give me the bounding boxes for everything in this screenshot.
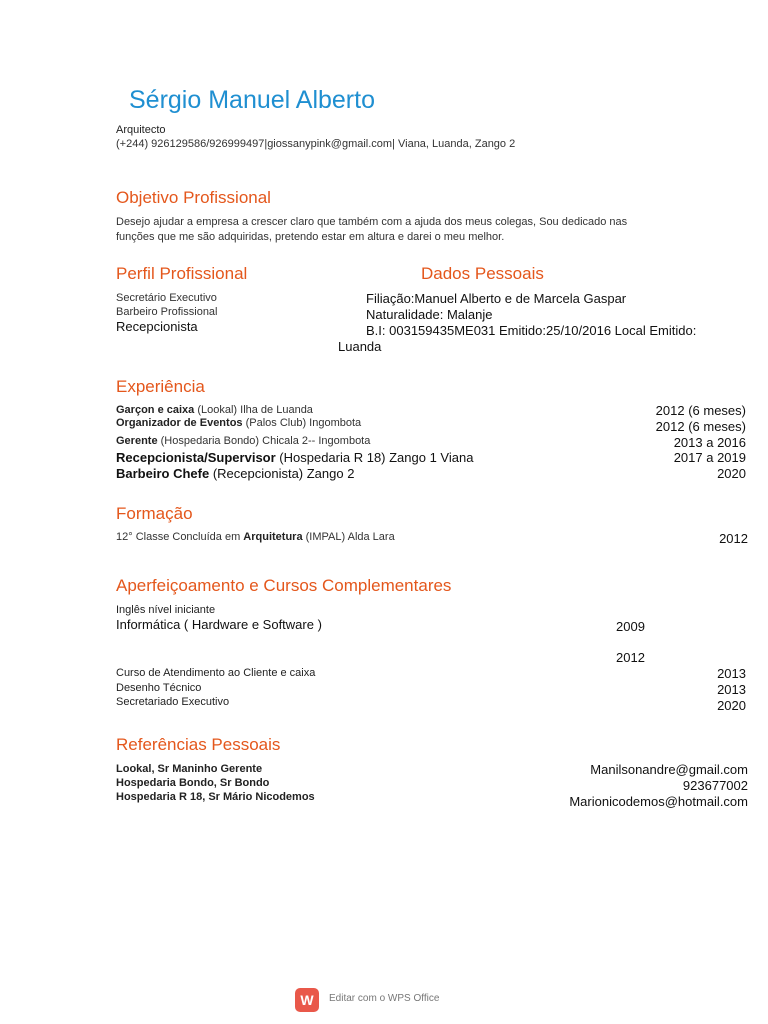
course-item: Curso de Atendimento ao Cliente e caixa	[116, 667, 316, 679]
naturalidade-value: : Malanje	[439, 307, 493, 322]
reference-contact: 923677002	[682, 778, 748, 793]
education-course: Arquitetura	[243, 531, 303, 543]
reference-item: Hospedaria Bondo, Sr Bondo	[116, 777, 270, 789]
course-year: 2013	[717, 682, 746, 697]
filiacao-label: Filiação	[366, 291, 411, 306]
experience-item	[116, 450, 473, 465]
course-item: Inglês nível iniciante	[116, 604, 216, 616]
filiacao-value: :Manuel Alberto e de Marcela Gaspar	[410, 291, 627, 306]
section-title-objective: Objetivo Profissional	[116, 188, 271, 207]
education-item	[116, 531, 395, 543]
course-year: 2009	[616, 619, 645, 634]
experience-period: 2017 a 2019	[673, 450, 746, 465]
experience-item	[116, 404, 313, 416]
education-suffix: (IMPAL) Alda Lara	[302, 531, 395, 543]
profile-item: Recepcionista	[116, 319, 198, 334]
section-title-courses: Aperfeiçoamento e Cursos Complementares	[116, 576, 452, 595]
experience-role: Gerente	[116, 435, 158, 447]
course-item: Secretariado Executivo	[116, 696, 230, 708]
candidate-name: Sérgio Manuel Alberto	[129, 86, 375, 114]
experience-period: 2012 (6 meses)	[655, 419, 746, 434]
experience-role: Garçon e caixa	[116, 404, 195, 416]
local-label: Local Emitido:	[614, 323, 697, 338]
emitido-label: Emitido	[499, 323, 543, 338]
education-prefix: 12° Classe Concluída em	[116, 531, 244, 543]
course-year: 2012	[616, 650, 645, 665]
education-year: 2012	[719, 531, 748, 546]
section-title-experience: Experiência	[116, 377, 205, 396]
experience-period: 2012 (6 meses)	[655, 403, 746, 418]
experience-detail: (Palos Club) Ingombota	[242, 417, 362, 429]
reference-contact: Manilsonandre@gmail.com	[590, 762, 748, 777]
experience-period: 2020	[717, 466, 746, 481]
course-item: Informática ( Hardware e Software )	[116, 617, 322, 632]
experience-detail: (Lookal) Ilha de Luanda	[194, 404, 313, 416]
profile-item: Barbeiro Profissional	[116, 306, 218, 318]
experience-item	[116, 466, 354, 481]
experience-detail: (Hospedaria R 18) Zango 1 Viana	[275, 450, 474, 465]
emitido-value: :25/10/2016	[542, 323, 615, 338]
course-year: 2020	[717, 698, 746, 713]
experience-role: Recepcionista/Supervisor	[116, 450, 276, 465]
filiacao-line	[366, 291, 626, 306]
section-title-references: Referências Pessoais	[116, 735, 281, 754]
bi-value: : 003159435ME031	[381, 323, 500, 338]
experience-role: Barbeiro Chefe	[116, 466, 210, 481]
experience-period: 2013 a 2016	[673, 435, 746, 450]
naturalidade-label: Naturalidade	[366, 307, 440, 322]
wps-office-icon[interactable]: W	[295, 988, 319, 1012]
experience-detail: (Hospedaria Bondo) Chicala 2-- Ingombota	[157, 435, 371, 447]
experience-role: Organizador de Eventos	[116, 417, 243, 429]
objective-text: Desejo ajudar a empresa a crescer claro que também com a ajuda dos meus colegas, Sou dedicado nas funções que me são adquiridas, pretendo estar em altura e darei o meu melhor.	[116, 216, 628, 243]
profession: Arquitecto	[116, 124, 166, 136]
experience-item	[116, 417, 361, 429]
bi-label: B.I	[366, 323, 382, 338]
course-year: 2013	[717, 666, 746, 681]
contact-line: (+244) 926129586/926999497|giossanypink@gmail.com| Viana, Luanda, Zango 2	[116, 138, 516, 150]
experience-item	[116, 435, 370, 447]
bi-line	[366, 323, 696, 338]
profile-item: Secretário Executivo	[116, 292, 217, 304]
course-item: Desenho Técnico	[116, 682, 202, 694]
naturalidade-line	[366, 307, 492, 322]
reference-item: Hospedaria R 18, Sr Mário Nicodemos	[116, 791, 315, 803]
reference-contact: Marionicodemos@hotmail.com	[569, 794, 748, 809]
experience-detail: (Recepcionista) Zango 2	[209, 466, 355, 481]
reference-item: Lookal, Sr Maninho Gerente	[116, 763, 263, 775]
section-title-profile: Perfil Profissional	[116, 264, 248, 283]
section-title-personal: Dados Pessoais	[421, 264, 544, 283]
section-title-education: Formação	[116, 504, 193, 523]
local-value: Luanda	[338, 339, 382, 354]
edit-with-wps-link[interactable]: Editar com o WPS Office	[329, 993, 440, 1004]
